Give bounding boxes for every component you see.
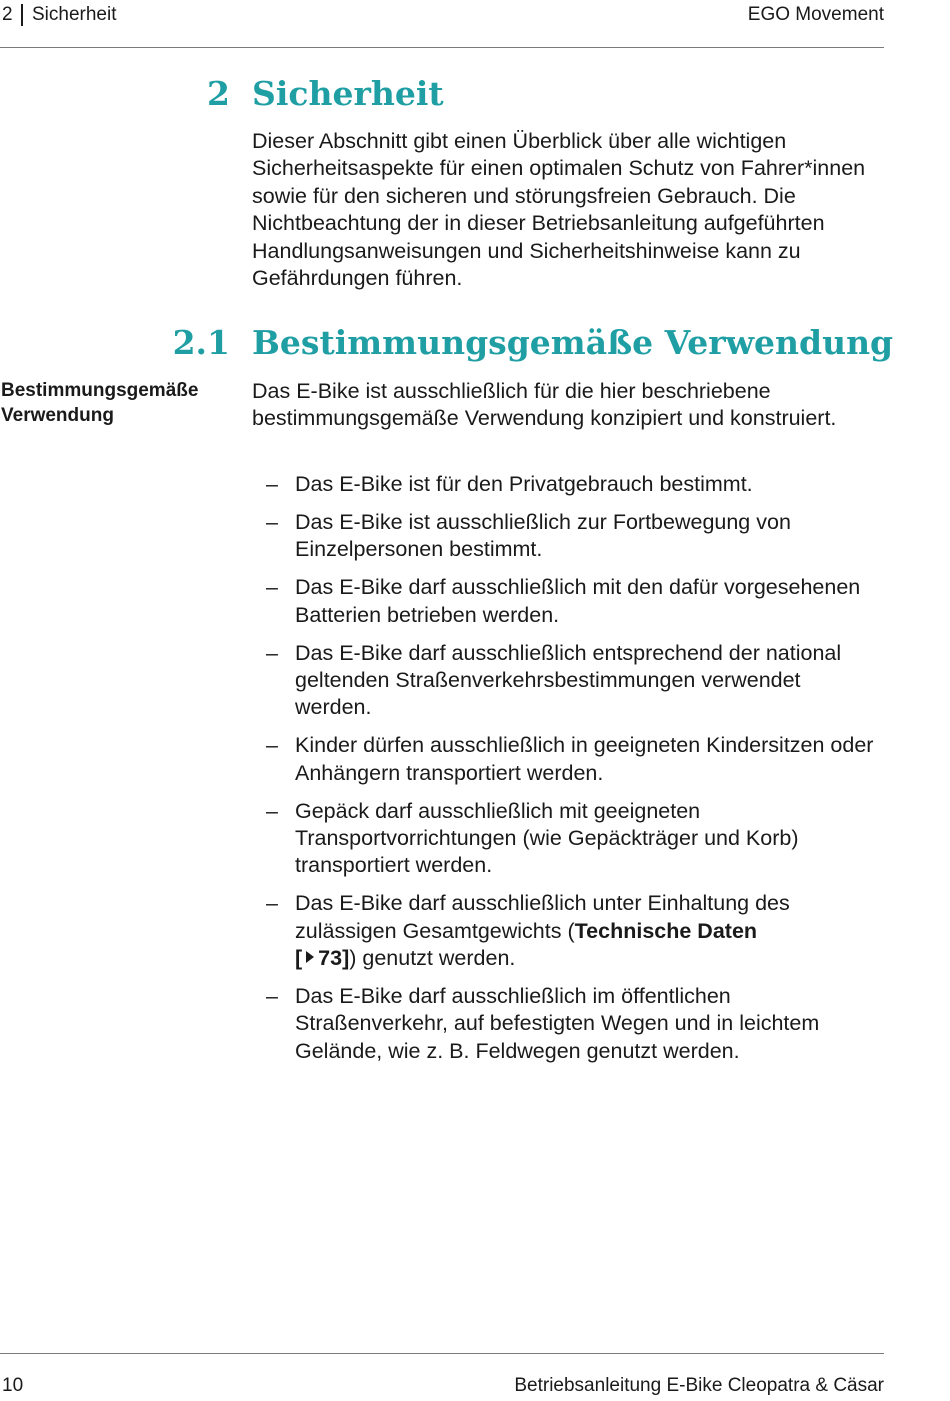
xref-page-number: 73] (318, 946, 350, 971)
section-title: Sicherheit (252, 74, 444, 113)
section-heading (0, 74, 950, 114)
list-item-text: Das E-Bike ist ausschließlich zur Fortbewegung von Einzelpersonen bestimmt. (295, 509, 791, 562)
header-chapter-number: 2 (2, 4, 13, 25)
list-dash: – (266, 640, 278, 665)
footer-document-title: Betriebsanleitung E-Bike Cleopatra & Cäsar (514, 1375, 884, 1396)
footer-page-number: 10 (2, 1375, 24, 1396)
list-item (266, 640, 882, 722)
list-item-text-after: ) genutzt werden. (349, 946, 516, 971)
list-item (266, 890, 882, 972)
subsection-number: 2.1 (172, 323, 230, 362)
triangle-right-icon (306, 951, 314, 963)
margin-note: Bestimmungsgemäße Verwendung (1, 380, 199, 426)
list-item-text: Das E-Bike ist für den Privatgebrauch bestimmt. (295, 472, 753, 496)
list-dash: – (266, 984, 278, 1008)
list-item-text: Gepäck darf ausschließlich mit geeigneten Transportvorrichtungen (wie Gepäckträger und Korb) transportiert werden. (295, 798, 799, 878)
technical-data-link-text: Technische Daten (574, 918, 758, 943)
list-item (266, 574, 882, 629)
list-item-text: Das E-Bike darf ausschließlich entsprechend der national geltenden Straßenverkehrsbestimmungen verwendet werden. (295, 640, 842, 720)
list-item-text: Kinder dürfen ausschließlich in geeigneten Kindersitzen oder Anhängern transportiert werden. (295, 733, 874, 785)
usage-list (266, 471, 882, 1076)
subsection-heading (0, 323, 950, 363)
list-item (266, 471, 882, 498)
list-dash: – (266, 798, 278, 823)
list-dash: – (266, 509, 278, 534)
subsection-intro: Das E-Bike ist ausschließlich für die hier beschriebene bestimmungsgemäße Verwendung konzipiert und konstruiert. (252, 379, 837, 431)
list-item-text: Das E-Bike darf ausschließlich im öffentlichen Straßenverkehr, auf befestigten Wegen und in leichtem Gelände, wie z. B. Feldwegen genutzt werden. (295, 984, 820, 1063)
section-intro: Dieser Abschnitt gibt einen Überblick über alle wichtigen Sicherheitsaspekte für einen optimalen Schutz von Fahrer*innen sowie für den sicheren und störungsfreien Gebrauch. Die Nichtbeachtung der in dieser Betriebsanleitung aufgeführten Handlungsanweisungen und Sicherheitshinweise kann zu Gefährdungen führen. (252, 129, 866, 291)
list-item-text: Das E-Bike darf ausschließlich mit den dafür vorgesehenen Batterien betrieben werden. (295, 575, 861, 627)
page-header (0, 0, 884, 30)
list-dash: – (266, 575, 278, 600)
list-dash: – (266, 472, 278, 496)
subsection-title: Bestimmungsgemäße Verwendung (252, 323, 894, 362)
page-footer (0, 1372, 884, 1400)
list-item (266, 983, 882, 1065)
list-item-text-before: Das E-Bike darf ausschließlich unter Einhaltung des zulässigen Gesamtgewichts ( (295, 891, 790, 943)
list-dash: – (266, 733, 278, 758)
list-item (266, 798, 882, 880)
header-chapter-title: Sicherheit (32, 4, 117, 25)
list-dash: – (266, 891, 278, 916)
section-number: 2 (207, 74, 230, 113)
xref-open-bracket: [ (295, 946, 303, 971)
header-rule (0, 47, 884, 48)
list-item-text (295, 891, 790, 970)
list-item (266, 732, 882, 787)
list-item (266, 509, 882, 564)
header-brand: EGO Movement (747, 4, 884, 25)
header-separator (21, 4, 23, 26)
footer-rule (0, 1353, 884, 1354)
